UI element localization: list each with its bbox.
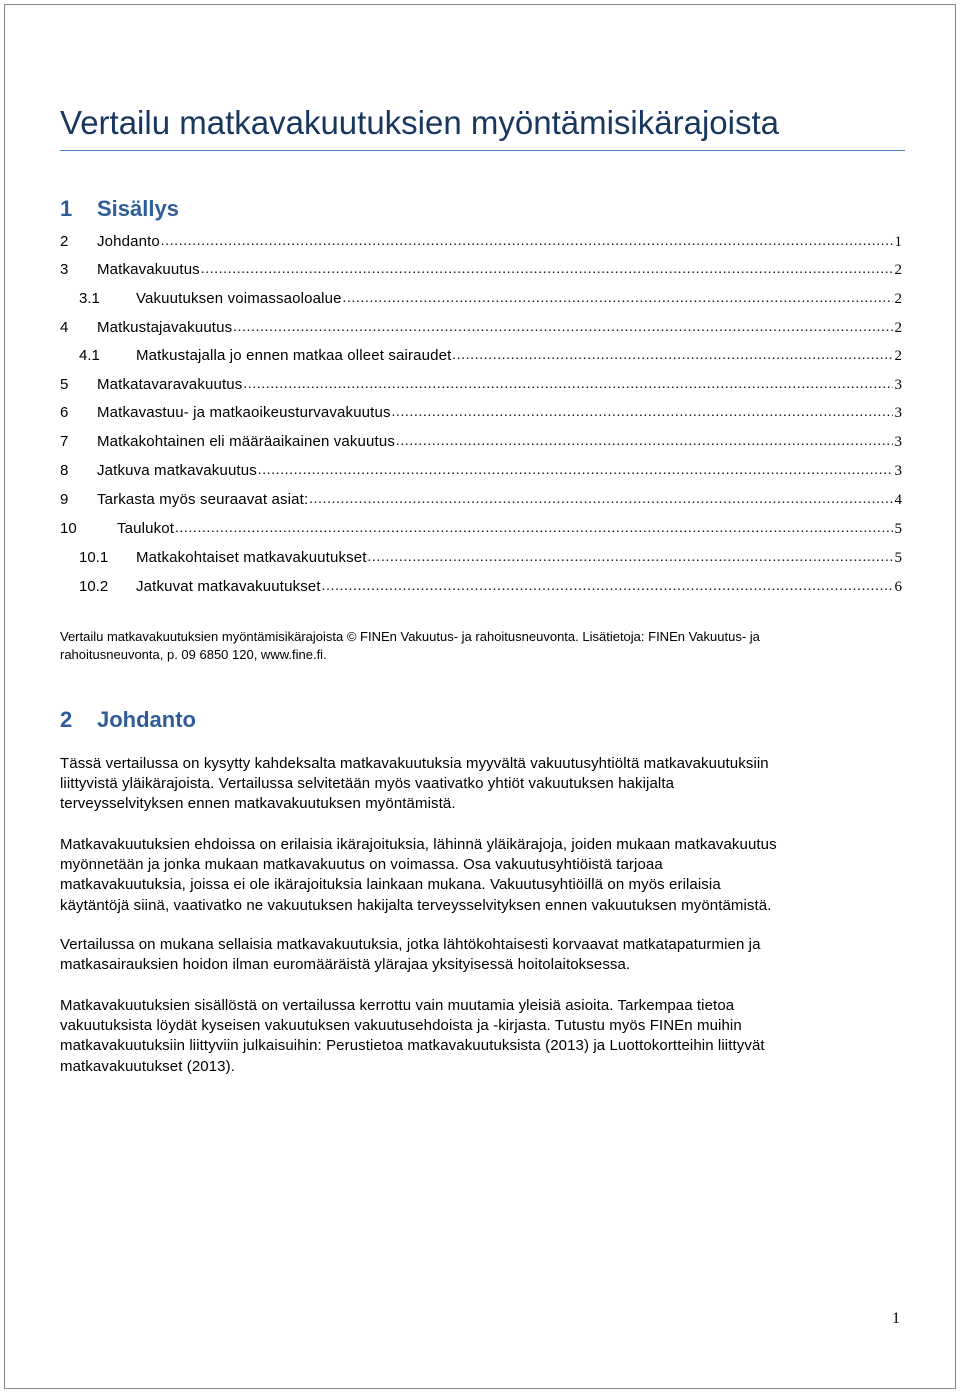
toc-entry-label: Vakuutuksen voimassaoloalue <box>136 290 342 307</box>
document-title: Vertailu matkavakuutuksien myöntämisikärajoista <box>60 104 779 141</box>
toc-leader-dots <box>392 403 893 423</box>
toc-entry-label: Matkakohtaiset matkavakuutukset <box>136 549 367 566</box>
toc-entry-label: Taulukot <box>117 520 175 537</box>
paragraph-line: Tässä vertailussa on kysytty kahdeksalta matkavakuutuksia myyvältä vakuutusyhtiöltä matkavakuutuksiin <box>60 755 769 772</box>
toc-entry-page: 2 <box>894 348 902 364</box>
toc-entry-number: 10.1 <box>79 549 109 566</box>
paragraph-line: matkavakuutuksia, joissa ei ole ikärajoituksia lainkaan mukana. Vakuutusyhtiöillä on myös erilaisia <box>60 876 721 894</box>
toc-entry-number: 6 <box>60 404 69 421</box>
toc-entry-label: Jatkuva matkavakuutus <box>97 462 257 479</box>
toc-entry[interactable] <box>60 310 902 338</box>
toc-entry-label: Matkavastuu- ja matkaoikeusturvavakuutus <box>97 404 391 421</box>
toc-entry-number: 4 <box>60 319 69 336</box>
toc-entry[interactable] <box>60 482 902 510</box>
toc-leader-dots <box>322 577 893 597</box>
paragraph-line: matkavakuutukset (2013). <box>60 1057 235 1075</box>
section-number: 2 <box>60 707 73 732</box>
body-paragraph <box>60 754 905 815</box>
toc-entry[interactable] <box>60 224 902 252</box>
toc-entry[interactable] <box>60 511 902 539</box>
toc-entry-label: Johdanto <box>97 233 160 250</box>
paragraph-line: matkasairauksien hoidon ilman euromääräistä ylärajaa yksityisessä hoitolaitoksessa. <box>60 956 631 974</box>
paragraph-line: Matkavakuutuksien sisällöstä on vertailussa kerrottu vain muutamia yleisiä asioita. Tarkempaa tietoa <box>60 997 735 1014</box>
toc-entry[interactable] <box>60 569 902 597</box>
toc-entry[interactable] <box>60 424 902 452</box>
toc-leader-dots <box>161 232 893 252</box>
toc-entry-label: Tarkasta myös seuraavat asiat: <box>97 491 309 508</box>
toc-entry-page: 2 <box>894 291 902 307</box>
toc-heading <box>60 195 179 223</box>
body-paragraph <box>60 996 905 1077</box>
toc-entry[interactable] <box>60 540 902 568</box>
toc-leader-dots <box>175 519 892 539</box>
toc-leader-dots <box>243 375 892 395</box>
toc-entry-number: 10.2 <box>79 578 109 595</box>
toc-entry-number: 10 <box>60 520 77 537</box>
toc-leader-dots <box>258 461 893 481</box>
toc-entry-label: Matkavakuutus <box>97 261 200 278</box>
title-underline <box>60 150 905 151</box>
toc-leader-dots <box>452 346 892 366</box>
toc-leader-dots <box>343 289 893 309</box>
paragraph-line: Vertailussa on mukana sellaisia matkavakuutuksia, jotka lähtökohtaisesti korvaavat matkatapaturmien ja <box>60 936 761 953</box>
toc-leader-dots <box>396 432 893 452</box>
toc-entry-label: Matkustajavakuutus <box>97 319 233 336</box>
toc-entry-page: 1 <box>894 234 902 250</box>
toc-entry-page: 5 <box>894 521 902 537</box>
paragraph-line: vakuutuksista löydät kyseisen vakuutuksen vakuutusehdoista ja -kirjasta. Tutustu myös FINEn muihin <box>60 1017 742 1035</box>
paragraph-line: liittyvistä yläikärajoista. Vertailussa selvitetään myös vaativatko yhtiöt vakuutuksen hakijalta <box>60 775 675 793</box>
toc-leader-dots <box>309 490 892 510</box>
toc-entry-page: 6 <box>894 579 902 595</box>
toc-entry[interactable] <box>60 453 902 481</box>
toc-entry-page: 3 <box>894 377 902 393</box>
toc-entry-number: 7 <box>60 433 69 450</box>
toc-entry-number: 2 <box>60 233 69 250</box>
toc-entry-number: 3 <box>60 261 69 278</box>
toc-entry-page: 2 <box>894 262 902 278</box>
contact-line: rahoitusneuvonta, p. 09 6850 120, www.fine.fi. <box>60 646 327 662</box>
toc-leader-dots <box>201 260 893 280</box>
toc-entry-page: 5 <box>894 550 902 566</box>
toc-entry-label: Matkatavaravakuutus <box>97 376 243 393</box>
toc-entry-page: 3 <box>894 434 902 450</box>
section-title: Johdanto <box>97 707 196 732</box>
body-paragraph <box>60 835 905 916</box>
body-paragraph <box>60 935 905 975</box>
toc-entry-label: Matkakohtainen eli määräaikainen vakuutus <box>97 433 395 450</box>
toc-entry-page: 3 <box>894 463 902 479</box>
toc-entry-label: Jatkuvat matkavakuutukset <box>136 578 321 595</box>
copyright-line: Vertailu matkavakuutuksien myöntämisikärajoista © FINEn Vakuutus- ja rahoitusneuvonta. Lisätietoja: FINEn Vakuutus- ja <box>60 629 760 644</box>
toc-entry-page: 4 <box>894 492 902 508</box>
copyright-note <box>60 628 860 663</box>
toc-entry-number: 3.1 <box>79 290 100 307</box>
toc-heading-number: 1 <box>60 196 73 221</box>
section-heading <box>60 705 196 735</box>
paragraph-line: myönnetään ja jonka mukaan matkavakuutus on voimassa. Osa vakuutusyhtiöistä tarjoaa <box>60 856 663 874</box>
toc-entry-page: 2 <box>894 320 902 336</box>
paragraph-line: terveysselvityksen ennen matkavakuutuksen myöntämistä. <box>60 795 456 813</box>
page-number: 1 <box>892 1310 900 1327</box>
paragraph-line: Matkavakuutuksien ehdoissa on erilaisia ikärajoituksia, lähinnä yläikärajoja, joiden mukaan matkavakuutus <box>60 836 777 853</box>
toc-entry[interactable] <box>60 367 902 395</box>
toc-entry[interactable] <box>60 338 902 366</box>
toc-entry[interactable] <box>60 395 902 423</box>
toc-entry-number: 9 <box>60 491 69 508</box>
paragraph-line: käytäntöjä siinä, vaativatko ne vakuutuksen hakijalta terveysselvityksen ennen vakuutuksen myöntämistä. <box>60 896 772 914</box>
toc-entry-number: 4.1 <box>79 347 100 364</box>
toc-entry-page: 3 <box>894 405 902 421</box>
toc-heading-label: Sisällys <box>97 196 179 221</box>
toc-leader-dots <box>368 548 893 568</box>
toc-leader-dots <box>233 318 892 338</box>
toc-entry-label: Matkustajalla jo ennen matkaa olleet sairaudet <box>136 347 452 364</box>
toc-entry-number: 8 <box>60 462 69 479</box>
toc-entry-number: 5 <box>60 376 69 393</box>
toc-entry[interactable] <box>60 252 902 280</box>
paragraph-line: matkavakuutuksiin liittyviin julkaisuihin: Perustietoa matkavakuutuksista (2013) ja Luottokortteihin liittyvät <box>60 1037 765 1055</box>
toc-entry[interactable] <box>60 281 902 309</box>
